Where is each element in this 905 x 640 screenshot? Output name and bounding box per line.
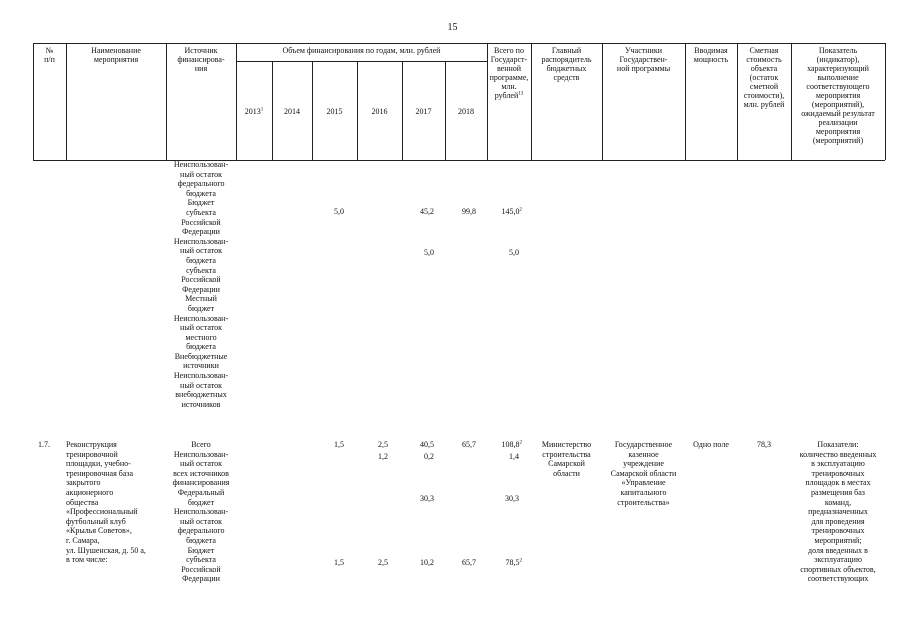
block1-sources: Неиспользован- ный остаток федерального бюджета Бюджет субъекта Российской Федерации Неиспользован- ный остаток бюджета субъекта Российской Федерации Местный бюджет Неиспользован- ный остаток местного бюджета Внебюджетные источники Неиспользован- ный остаток внебюджетных источников — [173, 160, 229, 409]
header-num: № п/п — [44, 46, 55, 64]
block2-unused-2016: 1,2 — [378, 452, 388, 461]
header-admin: Главный распорядитель бюджетных средств — [541, 46, 592, 82]
block2-num: 1.7. — [38, 440, 50, 449]
block1-budget-2015: 5,0 — [334, 207, 344, 216]
header-year-2018: 2018 — [458, 107, 474, 116]
header-volume: Объем финансирования по годам, млн. рублей — [282, 46, 441, 55]
block1-unused-2017: 5,0 — [424, 248, 434, 257]
header-capacity: Вводимая мощность — [693, 46, 729, 64]
header-source: Источник финансирова- ния — [177, 46, 225, 73]
block2-federal-2017: 30,3 — [420, 494, 434, 503]
block2-subject-2018: 65,7 — [462, 558, 476, 567]
block2-subject-2016: 2,5 — [378, 558, 388, 567]
block2-total-2018: 65,7 — [462, 440, 476, 449]
header-year-2014: 2014 — [284, 107, 300, 116]
block2-federal-total: 30,3 — [505, 494, 519, 503]
block2-sources: Всего Неиспользован- ный остаток всех источников финансирования Федеральный бюджет Неиспользован- ный остаток федерального бюджета Бюджет субъекта Российской Федерации — [172, 440, 230, 584]
block1-budget-total: 145,0$^2$ — [501, 207, 522, 216]
block2-participants: Государственное казенное учреждение Самарской области «Управление капитального строительства» — [610, 440, 677, 507]
header-year-2015: 2015 — [326, 107, 343, 116]
page-number: 15 — [447, 22, 458, 33]
block2-total-2015: 1,5 — [334, 440, 344, 449]
header-year-2017: 2017 — [415, 107, 432, 116]
block2-indicator: Показатели: количество введенных в эксплуатацию тренировочных площадок в местах размещения баз команд, предназначенных для проведения тренировочных мероприятий; доля введенных в эксплуатацию спортивных объектов, соответствующих — [799, 440, 877, 584]
header-year-2016: 2016 — [371, 107, 388, 116]
block2-subject-2015: 1,5 — [334, 558, 344, 567]
block2-total-2016: 2,5 — [378, 440, 388, 449]
block2-total-total: 108,8$^2$ — [501, 440, 522, 449]
header-indicator: Показатель (индикатор), характеризующий выполнение соответствующего мероприятия (мероприятий), ожидаемый результат реализации мероприятия (мероприятий) — [801, 46, 875, 145]
block2-capacity: Одно поле — [693, 440, 729, 449]
block2-admin: Министерство строительства Самарской области — [541, 440, 592, 478]
header-participants: Участники Государствен- ной программы — [616, 46, 671, 73]
block1-budget-2017: 45,2 — [420, 207, 434, 216]
header-total: Всего по Государст- венной программе, млн. рублей$^{13}$ — [489, 46, 529, 100]
block2-unused-total: 1,4 — [509, 452, 519, 461]
block2-cost: 78,3 — [757, 440, 771, 449]
block2-subject-2017: 10,2 — [420, 558, 434, 567]
block2-name: Реконструкция тренировочной площадки, учебно- тренировочная база закрытого акционерного общества «Профессиональный футбольный клуб «Крылья Советов», г. Самара, ул. Шушенская, д. 50 а, в том числе: — [66, 440, 146, 565]
block2-unused-2017: 0,2 — [424, 452, 434, 461]
header-cost: Сметная стоимость объекта (остаток сметной стоимости), млн. рублей — [743, 46, 785, 109]
header-name: Наименование мероприятия — [91, 46, 141, 64]
block1-unused-total: 5,0 — [509, 248, 519, 257]
block2-subject-total: 78,5$^2$ — [505, 558, 522, 567]
header-year-2013: 2013$^1$ — [244, 107, 264, 116]
block2-total-2017: 40,5 — [420, 440, 434, 449]
block1-budget-2018: 99,8 — [462, 207, 476, 216]
